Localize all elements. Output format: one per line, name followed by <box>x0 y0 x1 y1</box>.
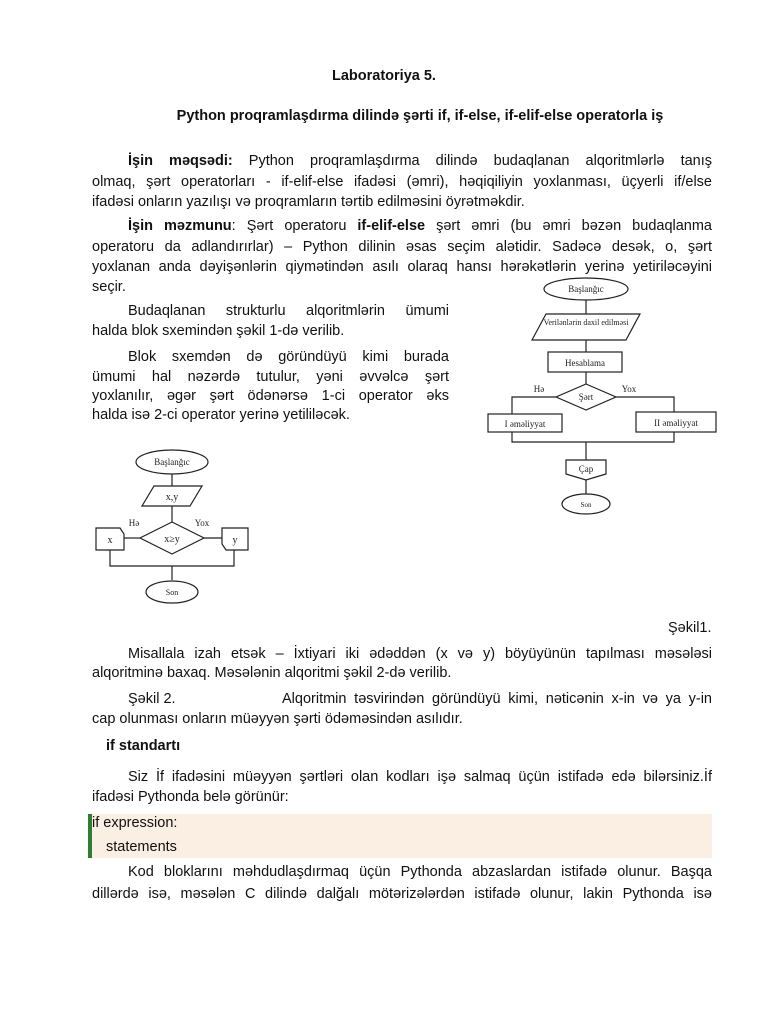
fc1-calc-label: Hesablama <box>565 358 605 368</box>
purpose-line-2: olmaq, şərt operatorları - if-elif-else ifadəsi (əmri), həqiqiliyin yoxlanması, üçyerli if/else <box>92 174 712 190</box>
left-p2-l1: Blok sxemdən də göründüyü kimi burada <box>128 349 449 365</box>
purpose-label: İşin məqsədi: <box>128 153 233 169</box>
fc2-yes-label: Hə <box>128 518 140 528</box>
content-line-1 <box>128 218 712 234</box>
fc1-op1-label: I əməliyyat <box>504 419 546 429</box>
purpose-text: Python proqramlaşdırma dilində budaqlanan alqoritmlərlə tanış <box>248 153 713 169</box>
fc2-start-label: Başlanğıc <box>154 457 190 467</box>
fc2-end-label: Son <box>165 588 179 597</box>
fc1-end-label: Son <box>580 501 592 509</box>
content-text-a: : Şərt operatoru <box>231 218 347 234</box>
purpose-line-3: ifadəsi onların yazılışı və proqramların tərtib edilməsini öyrətməkdir. <box>92 194 525 210</box>
code-line-2: statements <box>106 839 177 855</box>
if-text-line-1: Siz İf ifadəsini müəyyən şərtləri olan kodları işə salmaq üçün istifadə edə bilərsiniz.İf <box>128 769 712 785</box>
example-line-2: alqoritminə baxaq. Məsələnin alqoritmi şəkil 2-də verilib. <box>92 665 452 681</box>
fc1-cond-label: Şərt <box>578 392 594 402</box>
fig1-caption: Şəkil1. <box>668 620 712 636</box>
content-line-2: operatoru da adlandırırlar) – Python dilinin əsas seçim alətidir. Sadəcə desək, o, şərt <box>92 239 712 255</box>
code-line-1: if expression: <box>92 815 178 831</box>
fc2-cond-label: x≥y <box>164 534 180 545</box>
flowchart-general <box>484 274 720 520</box>
fc1-input-label <box>544 318 630 327</box>
left-p2-l4: halda isə 2-ci operator yerinə yetililəcək. <box>92 407 350 423</box>
content-label: İşin məzmunu <box>128 218 232 234</box>
left-p2-l3: yoxlanılır, əgər şərt ödənərsə 1-ci operator əks <box>92 388 449 404</box>
doc-subtitle: Python proqramlaşdırma dilində şərti if, if-else, if-elif-else operatorla iş <box>176 108 664 124</box>
blocks-line-1: Kod bloklarını məhdudlaşdırmaq üçün Pythonda abzaslardan istifadə olunur. Başqa <box>128 864 712 880</box>
fc1-input-text: Verilənlərin daxil edilməsi <box>543 318 629 327</box>
example-line-3: Alqoritmin təsvirindən göründüyü kimi, nəticənin x-in və ya y-in <box>282 691 712 707</box>
code-block <box>88 814 712 858</box>
fc2-out-x-label: x <box>107 535 113 546</box>
fc1-op2-label: II əməliyyat <box>654 418 698 428</box>
left-p1-l1: Budaqlanan strukturlu alqoritmlərin ümumi <box>128 303 449 319</box>
content-line-4: seçir. <box>92 279 126 295</box>
fc2-input-label: x,y <box>165 492 179 503</box>
fc1-no-label: Yox <box>621 384 637 394</box>
blocks-line-2: dillərdə isə, məsələn C dilində dalğalı mötərizələrdən istifadə olunur, lakin Pythonda isə <box>92 886 712 902</box>
flowchart-max-xy <box>90 446 256 606</box>
fc1-start-label: Başlanğıc <box>568 284 604 294</box>
fc2-out-y-label: y <box>232 535 238 546</box>
purpose-line-1 <box>128 153 712 169</box>
fig2-label: Şəkil 2. <box>128 691 176 707</box>
if-text-line-2: ifadəsi Pythonda belə görünür: <box>92 789 289 805</box>
fc1-print-label: Çap <box>578 464 594 474</box>
content-text-b: şərt əmri (bu əmri bəzən budaqlanma <box>436 218 713 234</box>
left-p2-l2: ümumi hal nəzərdə tutulur, yəni əvvəlcə şərt <box>92 369 449 385</box>
example-line-1: Misallala izah etsək – İxtiyari iki ədəddən (x və y) böyüyünün tapılması məsələsi <box>128 646 712 662</box>
example-line-4: cap olunması onların müəyyən şərti ödəməsindən asılıdır. <box>92 711 463 727</box>
left-p1-l2: halda blok sxemindən şəkil 1-də verilib. <box>92 323 345 339</box>
keyword-if-elif-else: if-elif-else <box>357 218 426 234</box>
fc1-yes-label: Hə <box>533 384 545 394</box>
content-line-3: yoxlanan anda dəyişənlərin qiymətindən asılı olaraq hansı hərəkətlərin yerinə yetiriləcəyini <box>92 259 712 275</box>
fc2-no-label: Yox <box>194 518 210 528</box>
section-if-standard: if standartı <box>106 738 181 754</box>
lab-title: Laboratoriya 5. <box>332 68 436 84</box>
